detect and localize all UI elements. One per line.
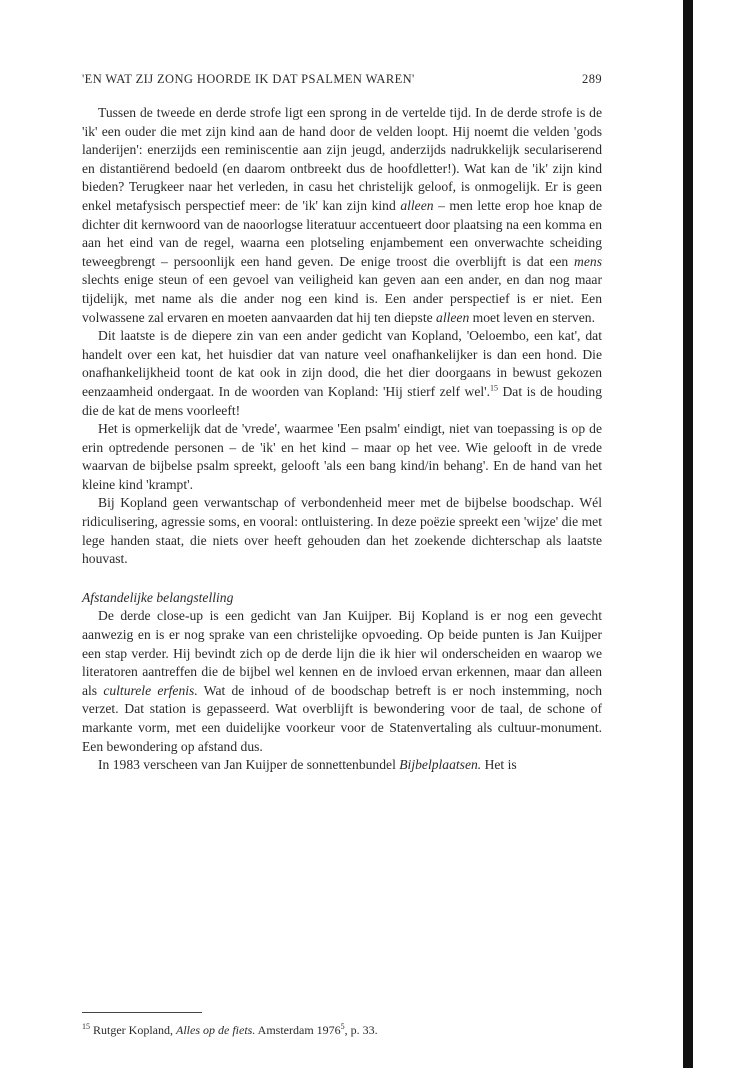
paragraph-5 — [82, 607, 602, 756]
text-run: In 1983 verscheen van Jan Kuijper de sonnettenbundel — [98, 757, 400, 773]
text-run: Dat is de houding die de kat de mens voorleeft! — [82, 383, 602, 418]
emphasis: Bijbelplaatsen. — [399, 757, 482, 773]
paragraph-1 — [82, 104, 602, 327]
page-edge-shadow — [683, 0, 693, 1068]
footnote-reference: 15 — [490, 383, 498, 393]
paragraph-2 — [82, 327, 602, 420]
text-run: Wat de inhoud of de boodschap betreft is er noch instemming, noch verzet. Dat station is gepasseerd. Wat overblijft is bewondering voor de taal, de schone of markante vorm, met een duidelijke voorkeur voor de Statenvertaling als cultuur-monument. Een bewondering op afstand dus. — [82, 682, 602, 754]
page-number: 289 — [582, 72, 602, 86]
paragraph-3: Het is opmerkelijk dat de 'vrede', waarmee 'Een psalm' eindigt, niet van toepassing is op de erin optredende personen – de 'ik' en het kind – maar op het vee. Wie gelooft in de vrede waarvan de bijbelse psalm spreekt, gelooft 'als een bang kind/in behang'. En de hand van het kleine kind 'krampt'. — [82, 421, 602, 492]
text-run: Dit laatste is de diepere zin van een ander gedicht van Kopland, 'Oeloembo, een kat', dat handelt over een kat, het huisdier dat van nature veel onafhankelijker is dan een hond. Die onafhankelijkheid toont de kat ook in zijn dood, die het dier doorgaans in bewust gekozen eenzaamheid ondergaat. In de woorden van Kopland: 'Hij stierf zelf wel'. — [82, 328, 602, 399]
emphasis: alleen — [400, 197, 434, 213]
text-run: Amsterdam 1976 — [255, 1023, 341, 1037]
book-title: Alles op de fiets. — [176, 1023, 256, 1037]
paragraph-4: Bij Kopland geen verwantschap of verbondenheid meer met de bijbelse boodschap. Wél ridiculisering, agressie soms, en vooral: ontluistering. In deze poëzie spreekt een 'wijze' die met lege handen staat, die niets over heeft gehouden dan het zoekende dichterschap als laatste houvast. — [82, 495, 602, 567]
text-run: Tussen de tweede en derde strofe ligt een sprong in de vertelde tijd. In de derde strofe is de 'ik' een ouder die met zijn kind aan de hand door de velden loopt. Hij noemt die velden 'gods landerijen': enerzijds een reminiscentie aan zijn jeugd, anderzijds nadrukkelijk seculariserend en distantiërend bedoeld (en daarom ontbreekt dus de hoofdletter!). Wat kan de 'ik' zijn kind bieden? Terugkeer naar het verleden, in casu het christelijk geloof, is onmogelijk. Er is geen enkel metafysisch perspectief meer: de 'ik' kan zijn kind — [82, 105, 602, 213]
emphasis: mens — [574, 253, 602, 269]
text-run: De derde close-up is een gedicht van Jan Kuijper. Bij Kopland is er nog een gevecht aanwezig en is er nog sprake van een christelijke opvoeding. Op beide punten is Jan Kuijper een stap verder. Hij bevindt zich op de derde lijn die ik hier wil onderscheiden en waarop we literatoren aantreffen die de bijbel wel kennen en de invloed ervan erkennen, maar dan alleen als — [82, 608, 602, 698]
footnote-rule — [82, 1012, 202, 1013]
body-text — [82, 104, 602, 775]
text-run: – men lette erop hoe knap de dichter dit kernwoord van de naoorlogse literatuur accentueert door plaatsing na een komma en aan het eind van de regel, waarna een plotseling enjambement een onverwachte scheiding teweegbrengt – persoonlijk een hand geven. De enige troost die overblijft is dat een — [82, 197, 602, 269]
text-run: , p. 33. — [344, 1023, 378, 1037]
footnote — [82, 1022, 602, 1038]
text-run: moet leven en sterven. — [469, 309, 595, 325]
text-run: Rutger Kopland, — [90, 1023, 176, 1037]
paragraph-6 — [82, 756, 602, 775]
edition-superscript: 5 — [340, 1022, 345, 1031]
running-header — [82, 72, 602, 87]
text-run: slechts enige steun of een gevoel van veiligheid kan geven aan een ander, en dan nog maar tijdelijk, met name als die ander nog een kind is. Een ander perspectief is er niet. Een volwassene zal ervaren en moeten aanvaarden dat hij ten diepste — [82, 272, 602, 325]
emphasis: alleen — [436, 309, 470, 325]
emphasis: culturele erfenis. — [103, 682, 198, 698]
running-title: 'EN WAT ZIJ ZONG HOORDE IK DAT PSALMEN WAREN' — [82, 72, 415, 86]
text-run: Het is — [481, 757, 517, 773]
footnote-number: 15 — [82, 1022, 90, 1031]
section-heading: Afstandelijke belangstelling — [82, 589, 234, 605]
